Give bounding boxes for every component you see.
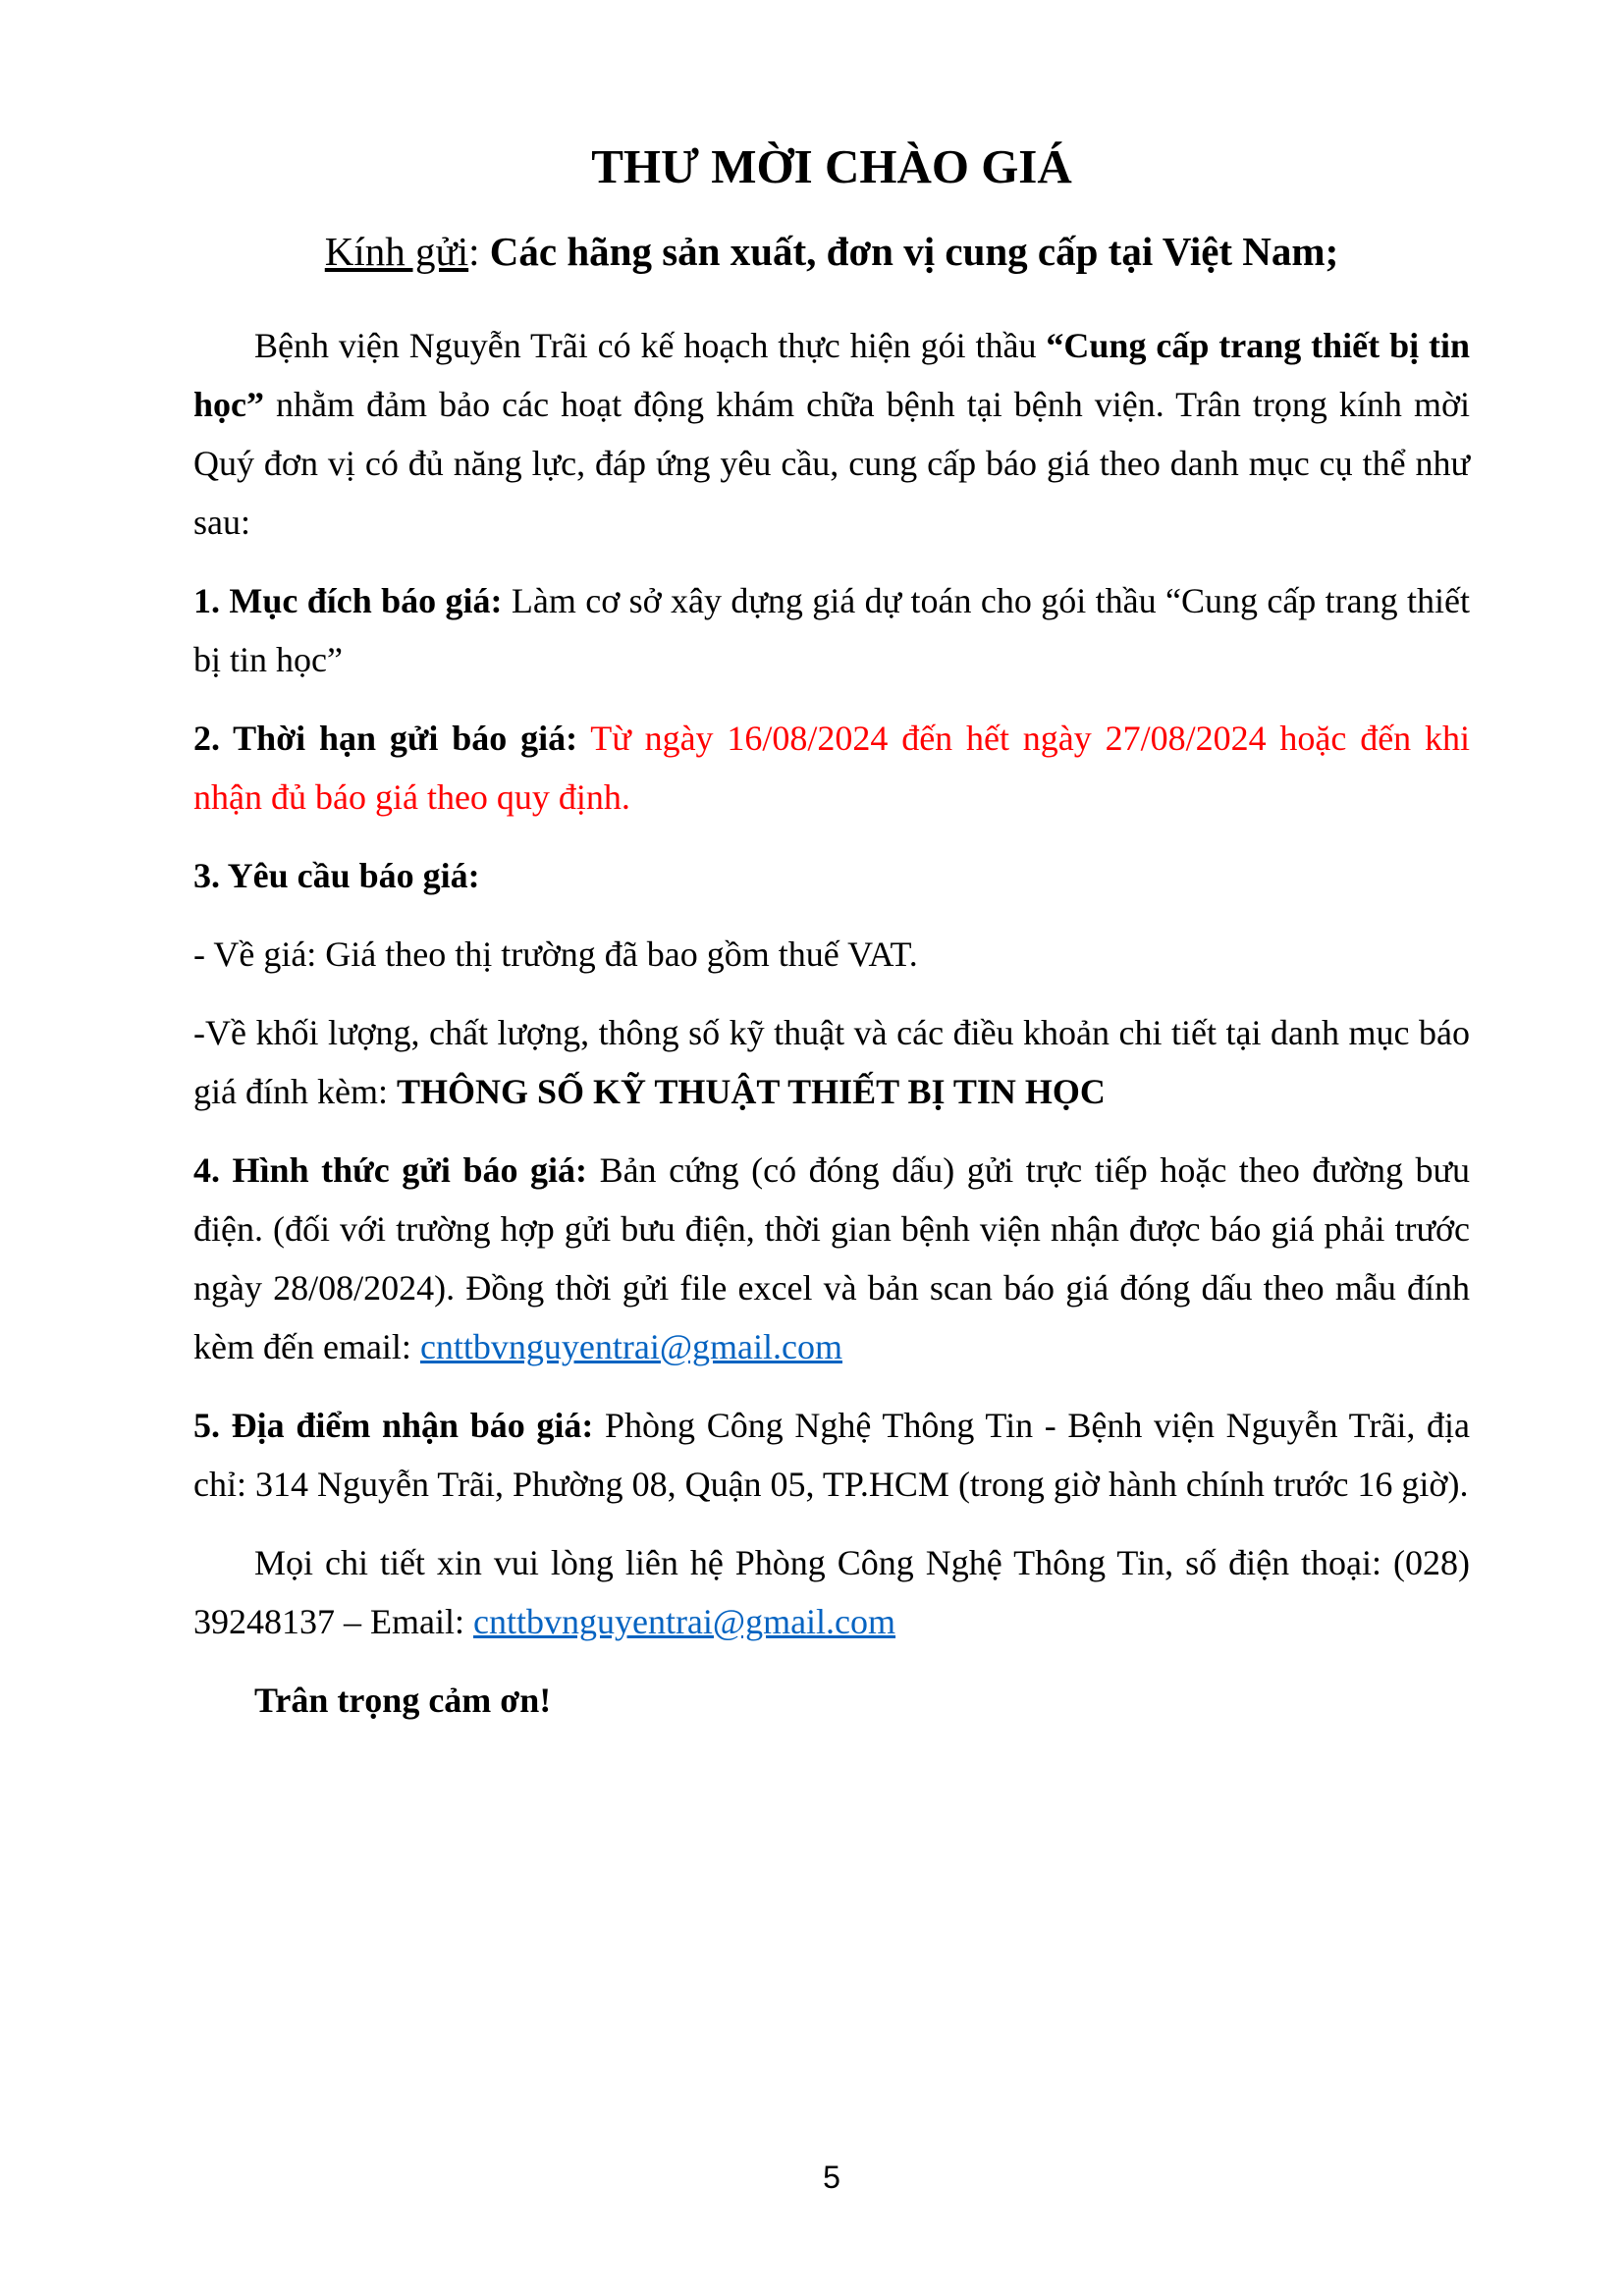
section-1-body: Làm cơ sở xây dựng giá dự toán cho gói thầu “Cung cấp trang thiết bị tin học” [193, 581, 1470, 679]
section-5-delivery-address [193, 1396, 1470, 1514]
page-title: THƯ MỜI CHÀO GIÁ [591, 139, 1072, 193]
section-3-bullet-price-text: - Về giá: Giá theo thị trường đã bao gồm thuế VAT. [193, 934, 918, 974]
section-4-heading: 4. Hình thức gửi báo giá: [193, 1150, 588, 1190]
salutation-line [193, 222, 1470, 281]
section-3-bullet-specs-text: -Về khối lượng, chất lượng, thông số kỹ thuật và các điều khoản chi tiết tại danh mục báo giá đính kèm: [193, 1013, 1470, 1111]
salutation-colon: : [468, 229, 490, 274]
contact-text: Mọi chi tiết xin vui lòng liên hệ Phòng Công Nghệ Thông Tin, số điện thoại: (028) 39248137 – Email: [193, 1543, 1470, 1641]
email-link-quote[interactable]: cnttbvnguyentrai@gmail.com [419, 1327, 842, 1366]
salutation-label: Kính gửi [324, 229, 469, 274]
section-3-specs-title: THÔNG SỐ KỸ THUẬT THIẾT BỊ TIN HỌC [396, 1072, 1106, 1111]
section-1-heading: 1. Mục đích báo giá: [193, 581, 503, 620]
section-1-purpose [193, 571, 1470, 689]
contact-paragraph [193, 1533, 1470, 1651]
section-3-bullet-specs [193, 1003, 1470, 1121]
section-4-body: Bản cứng (có đóng dấu) gửi trực tiếp hoặc theo đường bưu điện. (đối với trường hợp gửi bưu điện, thời gian bệnh viện nhận được báo giá phải trước ngày 28/08/2024). Đồng thời gửi file excel và bản scan báo giá đóng dấu theo mẫu đính kèm đến email: [193, 1150, 1470, 1366]
intro-text-pre: Bệnh viện Nguyễn Trãi có kế hoạch thực hiện gói thầu [254, 326, 1047, 365]
intro-text-post: nhằm đảm bảo các hoạt động khám chữa bệnh tại bệnh viện. Trân trọng kính mời Quý đơn vị có đủ năng lực, đáp ứng yêu cầu, cung cấp báo giá theo danh mục cụ thể như sau: [193, 385, 1470, 542]
page-number: 5 [823, 2160, 840, 2195]
intro-paragraph [193, 316, 1470, 552]
section-2-deadline [193, 709, 1470, 827]
section-3-requirements [193, 846, 1470, 905]
section-5-body: Phòng Công Nghệ Thông Tin - Bệnh viện Nguyễn Trãi, địa chỉ: 314 Nguyễn Trãi, Phường 08, Quận 05, TP.HCM (trong giờ hành chính trước 16 giờ). [193, 1406, 1470, 1504]
intro-package-name: “Cung cấp trang thiết bị tin học” [193, 326, 1471, 424]
section-2-heading: 2. Thời hạn gửi báo giá: [193, 719, 578, 758]
section-2-deadline-dates: Từ ngày 16/08/2024 đến hết ngày 27/08/2024 hoặc đến khi nhận đủ báo giá theo quy định. [193, 719, 1470, 817]
email-link-contact[interactable]: cnttbvnguyentrai@gmail.com [472, 1602, 896, 1641]
salutation-recipient: Các hãng sản xuất, đơn vị cung cấp tại Việt Nam; [489, 229, 1339, 274]
closing-line: Trân trọng cảm ơn! [254, 1681, 552, 1720]
section-3-bullet-price [193, 925, 1470, 984]
section-4-submission-method [193, 1141, 1470, 1376]
section-5-heading: 5. Địa điểm nhận báo giá: [193, 1406, 594, 1445]
section-3-heading: 3. Yêu cầu báo giá: [193, 856, 480, 895]
